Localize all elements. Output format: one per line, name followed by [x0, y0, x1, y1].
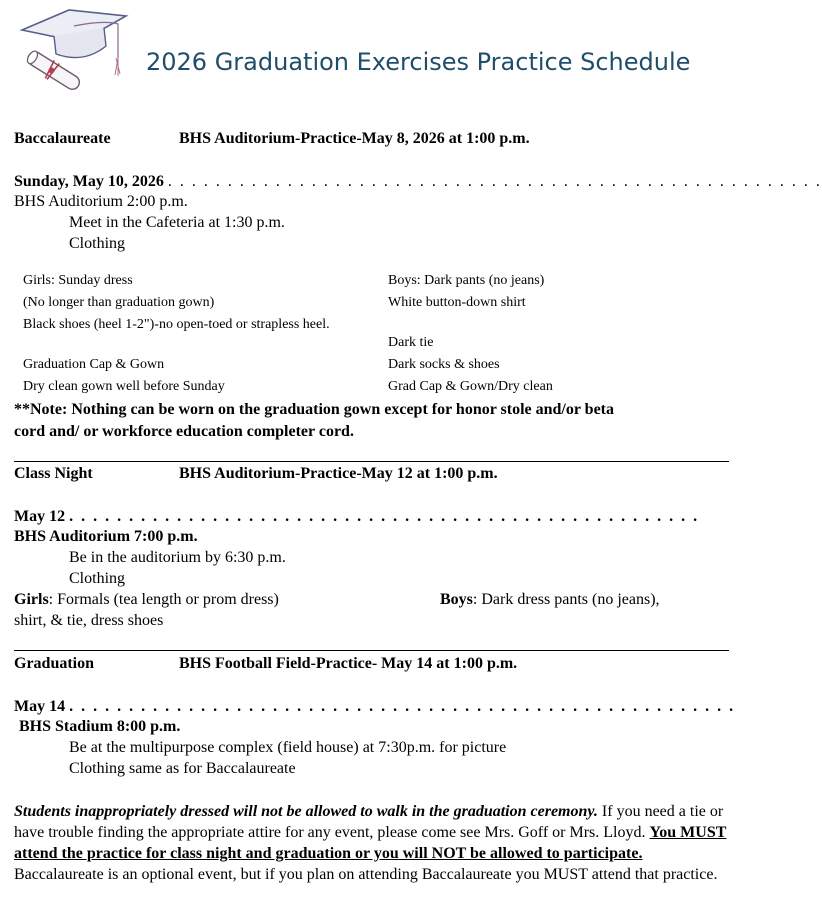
graduation-label: Graduation: [14, 655, 95, 672]
girls-text: : Formals (tea length or prom dress): [48, 591, 279, 608]
page-title: 2026 Graduation Exercises Practice Schedule: [146, 48, 691, 76]
graduation-date-row: [14, 697, 735, 717]
girls-item: Graduation Cap & Gown: [23, 357, 165, 372]
boys-item: Dark socks & shoes: [388, 357, 500, 372]
footer-text-2: Baccalaureate is an optional event, but if you plan on attending Baccalaureate you MUST attend that practice.: [14, 866, 718, 883]
class-night-girls: [14, 590, 279, 610]
dotted-leader: . . . . . . . . . . . . . . . . . . . . . . . . . . . . . . . . . . . . . . . . . . . . . . . . . . . . .: [69, 508, 700, 525]
graduation-date: May 14: [14, 698, 66, 715]
divider: [14, 650, 729, 651]
footer-paragraph: [14, 801, 734, 885]
class-night-boys: [440, 590, 660, 610]
boys-item: Boys: Dark pants (no jeans): [388, 273, 545, 288]
dress-warning: Students inappropriately dressed will not be allowed to walk in the graduation ceremony.: [14, 803, 598, 820]
girls-item: (No longer than graduation gown): [23, 295, 215, 310]
divider: [14, 461, 729, 462]
attendance-requirement: You MUST attend the practice for class night and graduation or you will NOT be allowed to participate.: [14, 824, 727, 862]
dotted-leader: . . . . . . . . . . . . . . . . . . . . . . . . . . . . . . . . . . . . . . . . . . . . . . . . . . . . . . . .: [69, 698, 736, 715]
graduation-venue: BHS Stadium 8:00 p.m.: [19, 718, 181, 735]
graduation-cap-diploma-icon: [14, 2, 134, 102]
class-night-clothing: Clothing: [69, 570, 126, 587]
boys-label: Boys: [440, 591, 473, 608]
baccalaureate-date: Sunday, May 10, 2026: [14, 173, 164, 190]
class-night-label: Class Night: [14, 465, 93, 482]
class-night-date: May 12: [14, 508, 66, 525]
girls-label: Girls: [14, 591, 49, 608]
boys-item: White button-down shirt: [388, 295, 526, 310]
baccalaureate-practice: BHS Auditorium-Practice-May 8, 2026 at 1:00 p.m.: [179, 130, 530, 147]
note-line-1: **Note: Nothing can be worn on the graduation gown except for honor stole and/or beta: [14, 401, 615, 418]
class-night-practice: BHS Auditorium-Practice-May 12 at 1:00 p.m.: [179, 465, 498, 482]
boys-text: : Dark dress pants (no jeans),: [472, 591, 660, 608]
baccalaureate-label: Baccalaureate: [14, 130, 111, 147]
girls-item: Black shoes (heel 1-2")-no open-toed or strapless heel.: [23, 317, 330, 332]
boys-item: Grad Cap & Gown/Dry clean: [388, 379, 553, 394]
graduation-arrive: Be at the multipurpose complex (field house) at 7:30p.m. for picture: [69, 739, 507, 756]
dotted-leader: . . . . . . . . . . . . . . . . . . . . . . . . . . . . . . . . . . . . . . . . . . . . . . . . . . . . . . .: [167, 173, 822, 190]
class-night-date-row: [14, 507, 699, 527]
class-night-arrive: Be in the auditorium by 6:30 p.m.: [69, 549, 286, 566]
baccalaureate-meet: Meet in the Cafeteria at 1:30 p.m.: [69, 214, 285, 231]
girls-item: Girls: Sunday dress: [23, 273, 133, 288]
footer-text-1: If you need a tie or have trouble finding the appropriate attire for any event, please come see Mrs. Goff or Mrs. Lloyd.: [14, 803, 724, 841]
graduation-clothing: Clothing same as for Baccalaureate: [69, 760, 296, 777]
baccalaureate-venue: BHS Auditorium 2:00 p.m.: [14, 193, 188, 210]
baccalaureate-clothing: Clothing: [69, 235, 126, 252]
boys-item: Dark tie: [388, 335, 434, 350]
note-line-2: cord and/ or workforce education completer cord.: [14, 423, 354, 440]
class-night-venue: BHS Auditorium 7:00 p.m.: [14, 528, 198, 545]
class-night-boys-cont: shirt, & tie, dress shoes: [14, 612, 164, 629]
girls-item: Dry clean gown well before Sunday: [23, 379, 225, 394]
baccalaureate-date-row: [14, 172, 822, 192]
graduation-practice: BHS Football Field-Practice- May 14 at 1:00 p.m.: [179, 655, 518, 672]
